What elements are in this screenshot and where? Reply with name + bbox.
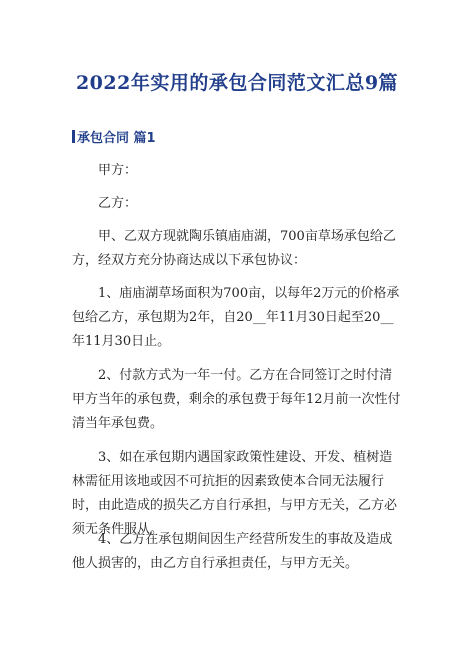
document-title: 2022年实用的承包合同范文汇总9篇 [75,72,399,94]
paragraph-intro: 甲、乙双方现就陶乐镇庙庙湖，700亩草场承包给乙方，经双方充分协商达成以下承包协议： [72,229,396,268]
heading-marker [72,130,75,143]
clause-2: 2、付款方式为一年一付。乙方在合同签订之时付清甲方当年的承包费，剩余的承包费于每年12月前一次性付清当年承包费。 [72,368,401,431]
clause-1: 1、庙庙湖草场面积为700亩，以每年2万元的价格承包给乙方，承包期为2年，自20__年11月30日起至20__年11月30日止。 [72,286,400,349]
clause-3: 3、如在承包期内遇国家政策性建设、开发、植树造林需征用该地或因不可抗拒的因素致使本合同无法履行时，由此造成的损失乙方自行承担，与甲方无关，乙方必须无条件服从。 [72,450,398,537]
party-a-line: 甲方： [98,163,138,178]
party-b-line: 乙方： [98,196,138,211]
section-heading-text: 承包合同 篇1 [77,131,156,146]
clause-4: 4、乙方在承包期间因生产经营所发生的事故及造成他人损害的，由乙方自行承担责任，与甲方无关。 [72,532,393,571]
section-heading [72,127,156,146]
